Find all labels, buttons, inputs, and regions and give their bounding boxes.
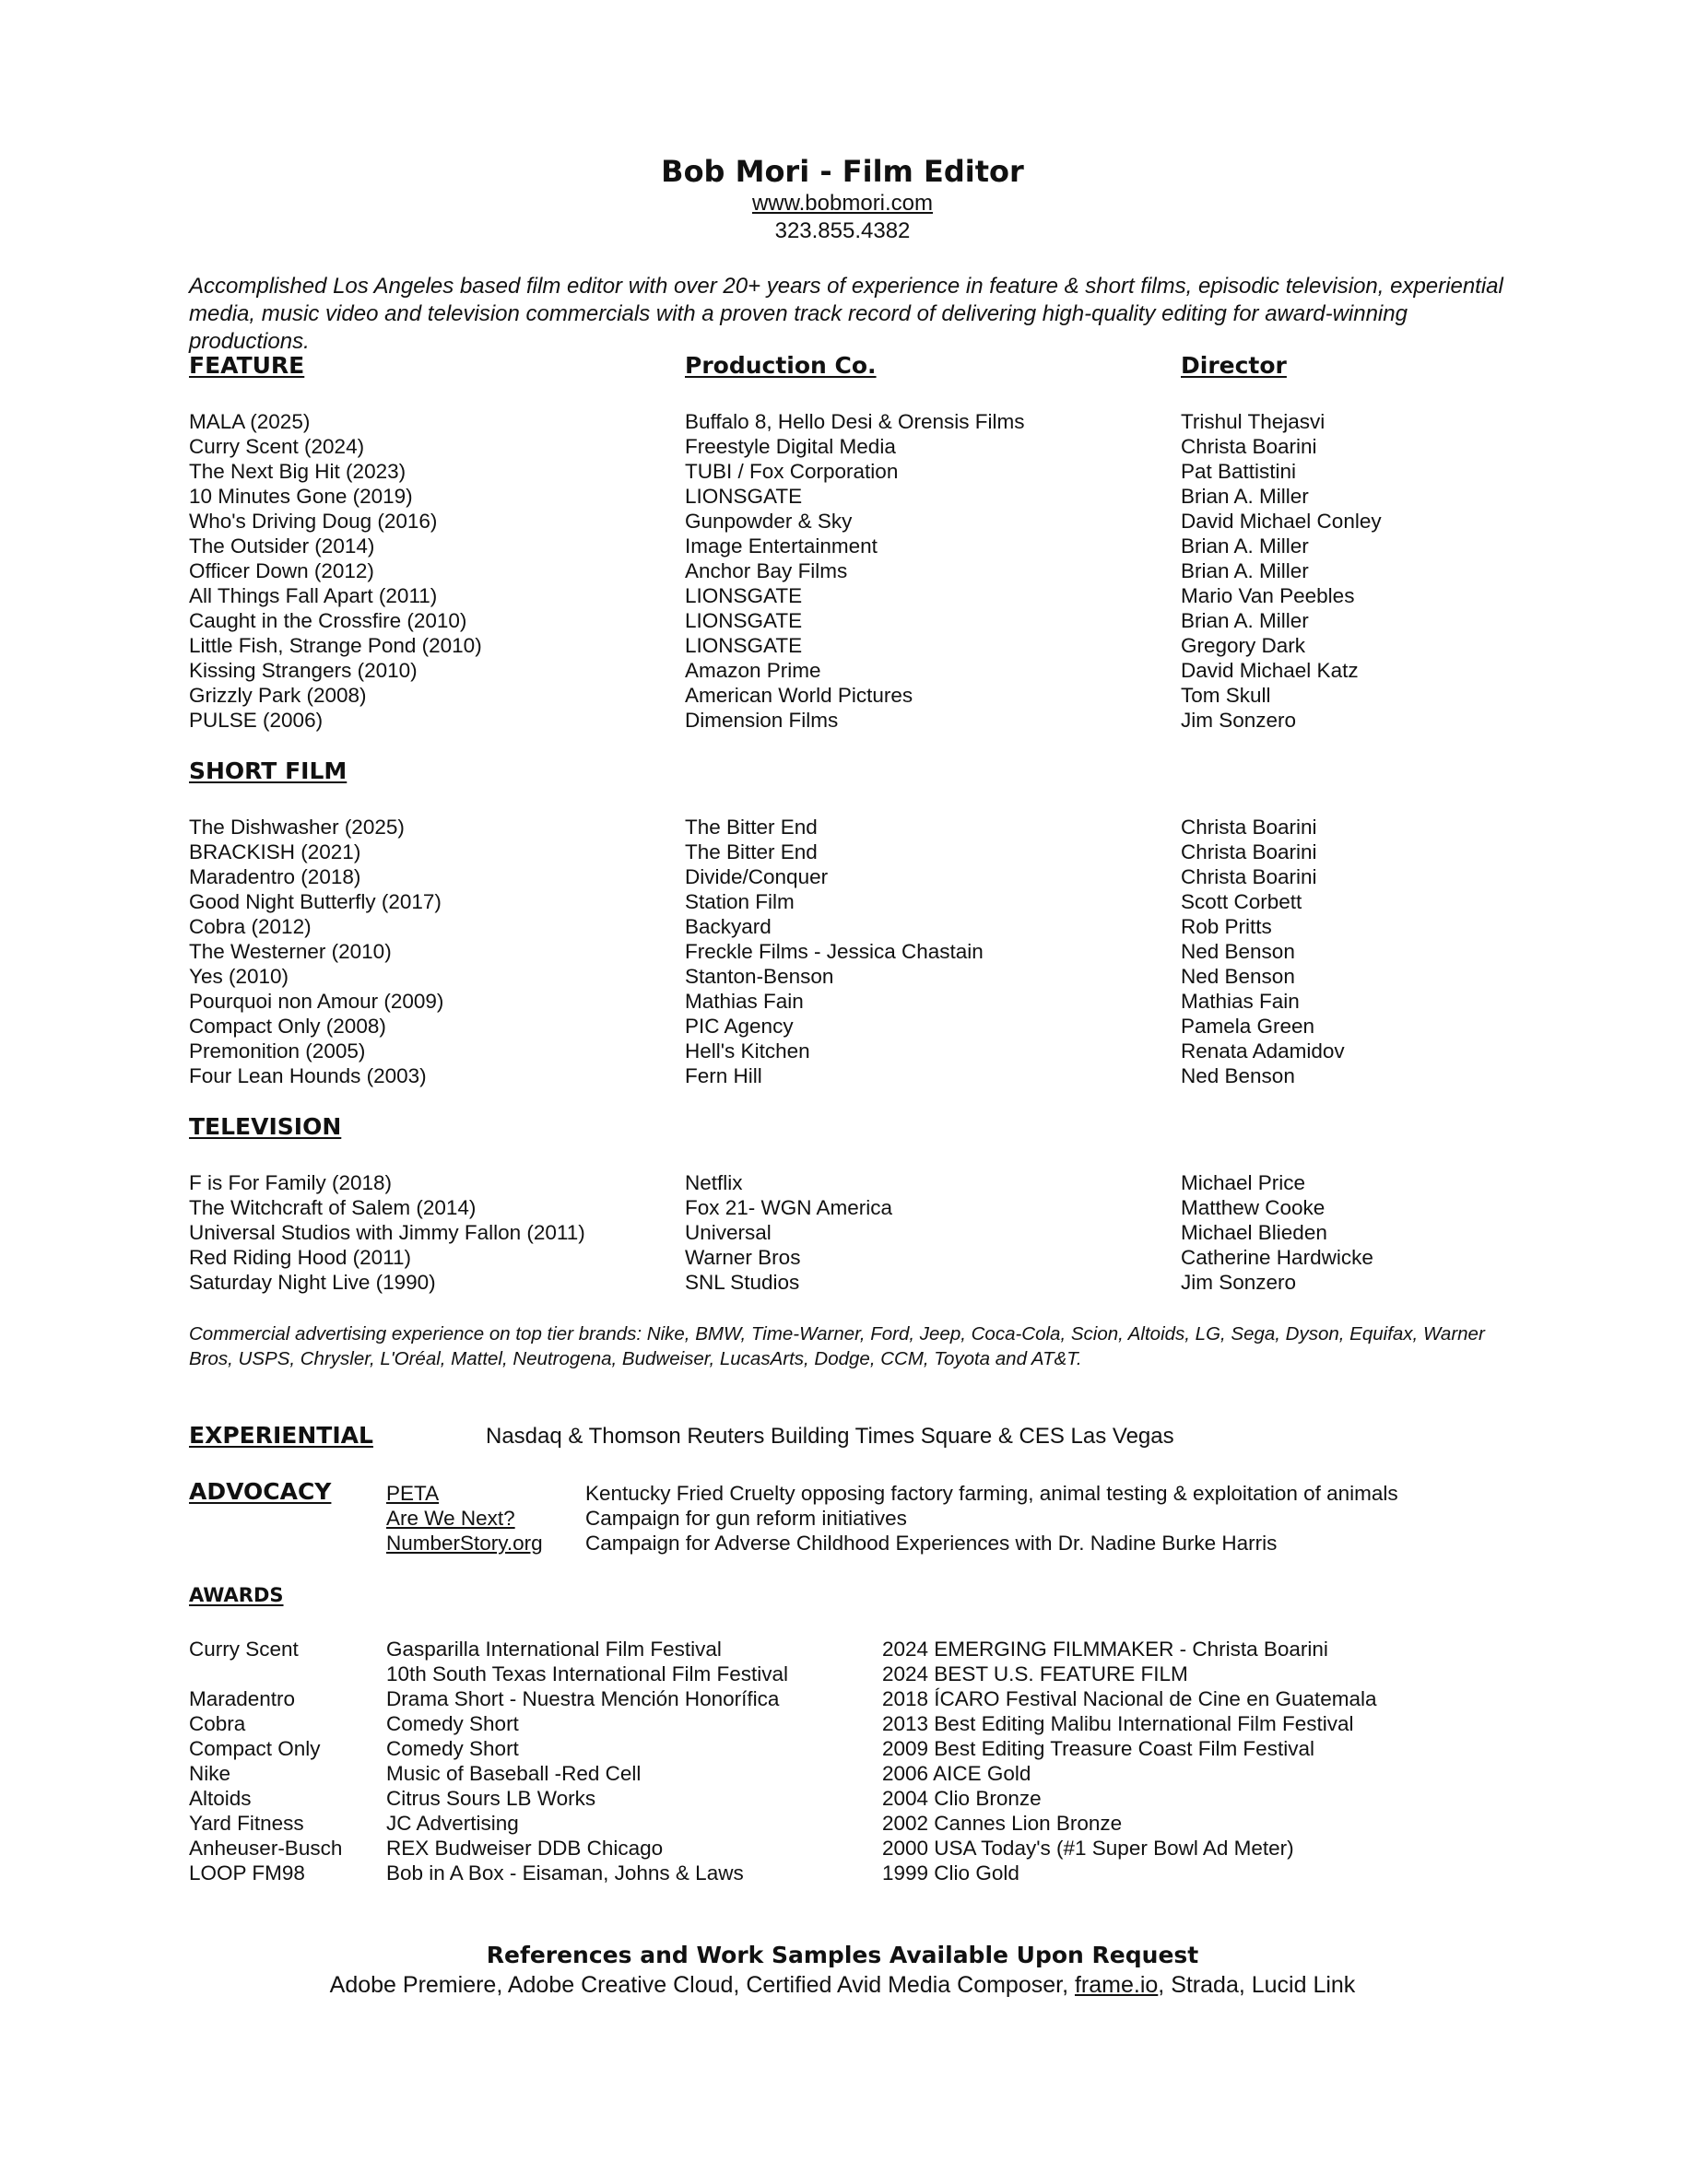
award-categories <box>386 1637 788 1885</box>
award-category: 10th South Texas International Film Festival <box>386 1662 789 1685</box>
feature-director: Brian A. Miller <box>1181 534 1309 558</box>
short-film-title: Cobra (2012) <box>189 915 312 938</box>
short-film-company: Stanton-Benson <box>685 965 834 988</box>
television-director: Michael Price <box>1181 1171 1306 1194</box>
commercial-note: Commercial advertising experience on top tier brands: Nike, BMW, Time-Warner, Ford, Jeep, Coca-Cola, Scion, Altoids, LG, Sega, Dyson, Equifax, Warner Bros, USPS, Chrysler, L'Oréal, Mattel, Neutrogena, Budweiser, LucasArts, Dodge, CCM, Toyota and AT&T. <box>189 1323 1485 1369</box>
feature-company: LIONSGATE <box>685 634 803 657</box>
production-heading: Production Co. <box>685 352 877 379</box>
short-film-title: Maradentro (2018) <box>189 865 361 888</box>
feature-director: Brian A. Miller <box>1181 559 1309 582</box>
short-film-title: Good Night Butterfly (2017) <box>189 890 442 913</box>
short-film-director: Mathias Fain <box>1181 990 1300 1013</box>
television-director: Matthew Cooke <box>1181 1196 1326 1219</box>
short-film-director: Ned Benson <box>1181 940 1295 963</box>
award-projects <box>189 1637 342 1885</box>
short-film-title: Compact Only (2008) <box>189 1015 386 1038</box>
references-note: References and Work Samples Available Upon Request <box>486 1942 1199 1968</box>
phone-number: 323.855.4382 <box>774 218 911 243</box>
short-film-company: PIC Agency <box>685 1015 794 1038</box>
summary-paragraph: Accomplished Los Angeles based film editor with over 20+ years of experience in feature & short films, episodic television, experiential media, music video and television commercials with a proven track record of delivering high-quality editing for award-winning productions. <box>189 274 1503 354</box>
television-title: The Witchcraft of Salem (2014) <box>189 1196 477 1219</box>
advocacy-description: Campaign for Adverse Childhood Experiences with Dr. Nadine Burke Harris <box>585 1532 1278 1555</box>
feature-title: The Outsider (2014) <box>189 534 375 558</box>
short-film-company: The Bitter End <box>685 816 818 839</box>
short-film-director: Pamela Green <box>1181 1015 1315 1038</box>
award-honor: 2004 Clio Bronze <box>882 1787 1042 1810</box>
short-film-company: Freckle Films - Jessica Chastain <box>685 940 984 963</box>
short-film-companies <box>685 815 984 1088</box>
tools-text-after: , Strada, Lucid Link <box>1158 1972 1356 1998</box>
short-film-company: Fern Hill <box>685 1064 762 1087</box>
short-film-heading: SHORT FILM <box>189 757 348 784</box>
award-category: Bob in A Box - Eisaman, Johns & Laws <box>386 1861 744 1885</box>
award-honor: 2018 ÍCARO Festival Nacional de Cine en Guatemala <box>882 1687 1377 1710</box>
award-project: Maradentro <box>189 1687 296 1710</box>
feature-title: Little Fish, Strange Pond (2010) <box>189 634 482 657</box>
television-director: Catherine Hardwicke <box>1181 1246 1373 1269</box>
advocacy-link <box>386 1506 543 1531</box>
advocacy-links <box>386 1481 543 1556</box>
advocacy-link <box>386 1481 543 1506</box>
short-film-title: The Westerner (2010) <box>189 940 392 963</box>
feature-title: Curry Scent (2024) <box>189 435 365 458</box>
advocacy-descriptions <box>585 1481 1398 1556</box>
television-company: Fox 21- WGN America <box>685 1196 893 1219</box>
award-project: Yard Fitness <box>189 1812 304 1835</box>
short-film-title: Four Lean Hounds (2003) <box>189 1064 427 1087</box>
television-director: Michael Blieden <box>1181 1221 1327 1244</box>
feature-title: Who's Driving Doug (2016) <box>189 510 438 533</box>
award-category: Comedy Short <box>386 1712 519 1735</box>
television-directors <box>1181 1170 1373 1295</box>
short-film-director: Christa Boarini <box>1181 840 1317 863</box>
short-film-director: Renata Adamidov <box>1181 1039 1345 1063</box>
feature-company: Dimension Films <box>685 709 839 732</box>
experiential-text: Nasdaq & Thomson Reuters Building Times Square & CES Las Vegas <box>486 1424 1174 1449</box>
award-project <box>189 1661 342 1686</box>
short-film-director: Ned Benson <box>1181 1064 1295 1087</box>
feature-title: All Things Fall Apart (2011) <box>189 584 438 607</box>
software-tools <box>0 1970 1685 2000</box>
short-film-directors <box>1181 815 1345 1088</box>
feature-companies <box>685 409 1024 733</box>
advocacy-link <box>386 1531 543 1556</box>
short-film-title: BRACKISH (2021) <box>189 840 361 863</box>
award-category: JC Advertising <box>386 1812 519 1835</box>
short-film-company: Hell's Kitchen <box>685 1039 810 1063</box>
television-company: Warner Bros <box>685 1246 801 1269</box>
feature-company: Buffalo 8, Hello Desi & Orensis Films <box>685 410 1025 433</box>
television-company: Netflix <box>685 1171 743 1194</box>
feature-title: PULSE (2006) <box>189 709 324 732</box>
feature-company: Freestyle Digital Media <box>685 435 896 458</box>
feature-title: Officer Down (2012) <box>189 559 374 582</box>
feature-directors <box>1181 409 1382 733</box>
website-line <box>0 190 1685 217</box>
short-film-title: The Dishwasher (2025) <box>189 816 405 839</box>
award-category: REX Budweiser DDB Chicago <box>386 1837 664 1860</box>
award-project: Nike <box>189 1762 231 1785</box>
short-film-director: Scott Corbett <box>1181 890 1302 913</box>
short-film-title: Yes (2010) <box>189 965 289 988</box>
television-director: Jim Sonzero <box>1181 1271 1297 1294</box>
feature-title: Caught in the Crossfire (2010) <box>189 609 467 632</box>
feature-company: LIONSGATE <box>685 609 803 632</box>
feature-title: 10 Minutes Gone (2019) <box>189 485 413 508</box>
short-film-director: Christa Boarini <box>1181 865 1317 888</box>
feature-company: LIONSGATE <box>685 485 803 508</box>
award-honor: 2013 Best Editing Malibu International Film Festival <box>882 1712 1354 1735</box>
award-honor: 2009 Best Editing Treasure Coast Film Festival <box>882 1737 1314 1760</box>
television-title: Red Riding Hood (2011) <box>189 1246 411 1269</box>
advocacy-description: Kentucky Fried Cruelty opposing factory farming, animal testing & exploitation of animals <box>585 1482 1398 1505</box>
feature-title: The Next Big Hit (2023) <box>189 460 407 483</box>
television-company: Universal <box>685 1221 772 1244</box>
television-title: Universal Studios with Jimmy Fallon (2011) <box>189 1221 585 1244</box>
short-film-director: Rob Pritts <box>1181 915 1272 938</box>
short-film-company: Mathias Fain <box>685 990 804 1013</box>
award-category: Gasparilla International Film Festival <box>386 1638 722 1661</box>
feature-title: Kissing Strangers (2010) <box>189 659 418 682</box>
award-honors <box>882 1637 1377 1885</box>
feature-director: Christa Boarini <box>1181 435 1317 458</box>
website-link[interactable]: www.bobmori.com <box>751 191 934 216</box>
television-heading: TELEVISION <box>189 1113 342 1140</box>
award-project: Altoids <box>189 1787 252 1810</box>
television-company: SNL Studios <box>685 1271 800 1294</box>
feature-director: Pat Battistini <box>1181 460 1297 483</box>
short-film-company: Divide/Conquer <box>685 865 829 888</box>
short-film-title: Pourquoi non Amour (2009) <box>189 990 444 1013</box>
awards-heading: AWARDS <box>189 1584 284 1606</box>
award-honor: 2000 USA Today's (#1 Super Bowl Ad Meter) <box>882 1837 1294 1860</box>
advocacy-link-anchor[interactable]: NumberStory.org <box>386 1532 543 1555</box>
award-honor: 1999 Clio Gold <box>882 1861 1019 1885</box>
feature-director: David Michael Katz <box>1181 659 1359 682</box>
award-category: Citrus Sours LB Works <box>386 1787 596 1810</box>
feature-director: Trishul Thejasvi <box>1181 410 1326 433</box>
feature-titles <box>189 409 482 733</box>
feature-director: Tom Skull <box>1181 684 1271 707</box>
television-title: Saturday Night Live (1990) <box>189 1271 436 1294</box>
feature-company: Gunpowder & Sky <box>685 510 853 533</box>
television-title: F is For Family (2018) <box>189 1171 393 1194</box>
award-project: LOOP FM98 <box>189 1861 305 1885</box>
advocacy-link-anchor[interactable]: Are We Next? <box>386 1507 515 1530</box>
television-titles <box>189 1170 585 1295</box>
short-film-company: Backyard <box>685 915 772 938</box>
award-project: Compact Only <box>189 1737 321 1760</box>
advocacy-heading: ADVOCACY <box>189 1478 332 1505</box>
short-film-titles <box>189 815 443 1088</box>
feature-title: MALA (2025) <box>189 410 311 433</box>
director-heading: Director <box>1181 352 1287 379</box>
feature-director: Brian A. Miller <box>1181 609 1309 632</box>
feature-company: Amazon Prime <box>685 659 821 682</box>
award-honor: 2006 AICE Gold <box>882 1762 1031 1785</box>
feature-company: American World Pictures <box>685 684 913 707</box>
award-project: Cobra <box>189 1712 246 1735</box>
feature-director: Jim Sonzero <box>1181 709 1297 732</box>
advocacy-description: Campaign for gun reform initiatives <box>585 1507 907 1530</box>
award-honor: 2024 BEST U.S. FEATURE FILM <box>882 1662 1188 1685</box>
short-film-title: Premonition (2005) <box>189 1039 366 1063</box>
award-honor: 2002 Cannes Lion Bronze <box>882 1812 1123 1835</box>
award-category: Drama Short - Nuestra Mención Honorífica <box>386 1687 780 1710</box>
feature-director: Mario Van Peebles <box>1181 584 1355 607</box>
award-project: Anheuser-Busch <box>189 1837 343 1860</box>
award-category: Comedy Short <box>386 1737 519 1760</box>
experiential-heading: EXPERIENTIAL <box>189 1422 373 1449</box>
frame-io-link[interactable]: frame.io <box>1074 1972 1159 1998</box>
feature-title: Grizzly Park (2008) <box>189 684 367 707</box>
tools-text-before: Adobe Premiere, Adobe Creative Cloud, Certified Avid Media Composer, <box>329 1972 1075 1998</box>
short-film-director: Ned Benson <box>1181 965 1295 988</box>
short-film-company: Station Film <box>685 890 795 913</box>
short-film-company: The Bitter End <box>685 840 818 863</box>
award-project: Curry Scent <box>189 1638 299 1661</box>
resume-title: Bob Mori - Film Editor <box>661 154 1024 189</box>
feature-director: Gregory Dark <box>1181 634 1306 657</box>
award-category: Music of Baseball -Red Cell <box>386 1762 642 1785</box>
feature-director: David Michael Conley <box>1181 510 1382 533</box>
short-film-director: Christa Boarini <box>1181 816 1317 839</box>
feature-company: TUBI / Fox Corporation <box>685 460 899 483</box>
feature-company: LIONSGATE <box>685 584 803 607</box>
award-honor: 2024 EMERGING FILMMAKER - Christa Boarini <box>882 1638 1328 1661</box>
feature-heading: FEATURE <box>189 352 305 379</box>
advocacy-link-anchor[interactable]: PETA <box>386 1482 440 1505</box>
feature-director: Brian A. Miller <box>1181 485 1309 508</box>
feature-company: Anchor Bay Films <box>685 559 848 582</box>
feature-company: Image Entertainment <box>685 534 878 558</box>
television-companies <box>685 1170 892 1295</box>
